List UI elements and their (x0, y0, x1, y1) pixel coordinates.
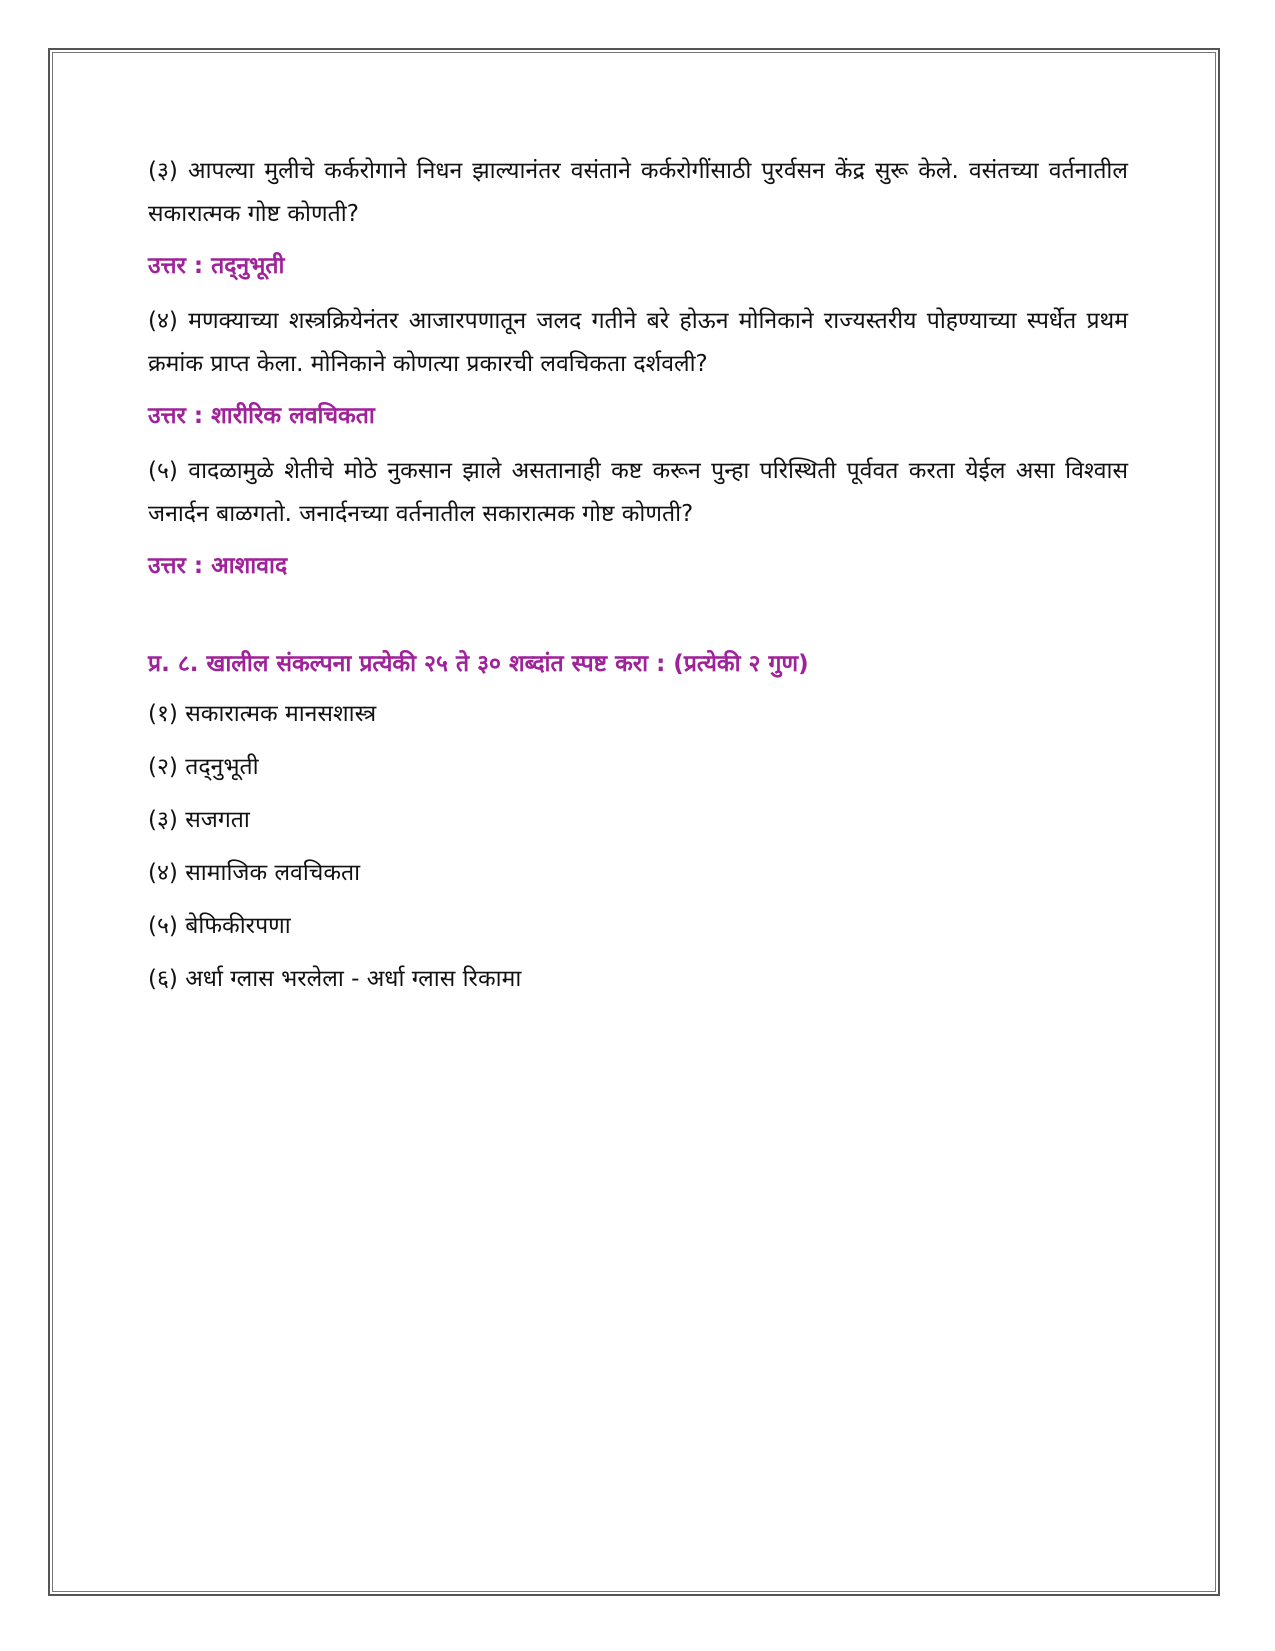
item-text: सामाजिक लवचिकता (185, 860, 361, 886)
item-number: (५) (148, 913, 178, 939)
answer-separator: : (193, 553, 204, 579)
list-item (148, 800, 1128, 840)
item-text: अर्धा ग्लास भरलेला - अर्धा ग्लास रिकामा (185, 966, 522, 992)
item-number: (३) (148, 807, 178, 833)
item-number: (६) (148, 966, 178, 992)
page-content (148, 150, 1128, 1012)
list-item (148, 853, 1128, 893)
item-number: (४) (148, 860, 178, 886)
question-text: मणक्याच्या शस्त्रक्रियेनंतर आजारपणातून जलद गतीने बरे होऊन मोनिकाने राज्यस्तरीय पोहण्याच्या स्पर्धेत प्रथम क्रमांक प्राप्त केला. मोनिकाने कोणत्या प्रकारची लवचिकता दर्शवली? (148, 308, 1129, 377)
answer-separator: : (193, 403, 204, 429)
answer-5 (148, 546, 1128, 586)
item-text: सकारात्मक मानसशास्त्र (185, 701, 377, 727)
question-text: आपल्या मुलीचे कर्करोगाने निधन झाल्यानंतर वसंताने कर्करोगींसाठी पुरर्वसन केंद्र सुरू केले. वसंतच्या वर्तनातील सकारात्मक गोष्ट कोणती? (148, 158, 1128, 227)
answer-text: तद्नुभूती (211, 253, 285, 279)
list-item (148, 747, 1128, 787)
answer-4 (148, 396, 1128, 436)
answer-text: शारीरिक लवचिकता (211, 403, 375, 429)
question-number: (५) (148, 458, 178, 484)
answer-3 (148, 246, 1128, 286)
item-text: बेफिकीरपणा (185, 913, 291, 939)
question-4 (148, 300, 1128, 386)
answer-text: आशावाद (211, 553, 288, 579)
item-number: (२) (148, 754, 178, 780)
question-text: वादळामुळे शेतीचे मोठे नुकसान झाले असतानाही कष्ट करून पुन्हा परिस्थिती पूर्ववत करता येईल असा विश्वास जनार्दन बाळगतो. जनार्दनच्या वर्तनातील सकारात्मक गोष्ट कोणती? (148, 458, 1128, 527)
list-item (148, 959, 1128, 999)
answer-label: उत्तर (148, 403, 186, 429)
section-heading: प्र. ८. खालील संकल्पना प्रत्येकी २५ ते ३० शब्दांत स्पष्ट करा : (प्रत्येकी २ गुण) (148, 651, 809, 677)
answer-label: उत्तर (148, 253, 186, 279)
question-number: (३) (148, 158, 178, 184)
answer-label: उत्तर (148, 553, 186, 579)
question-5 (148, 450, 1128, 536)
item-number: (१) (148, 701, 178, 727)
question-3 (148, 150, 1128, 236)
list-item (148, 906, 1128, 946)
list-item (148, 694, 1128, 734)
item-text: तद्नुभूती (185, 754, 259, 780)
answer-separator: : (193, 253, 204, 279)
question-number: (४) (148, 308, 178, 334)
item-text: सजगता (185, 807, 250, 833)
